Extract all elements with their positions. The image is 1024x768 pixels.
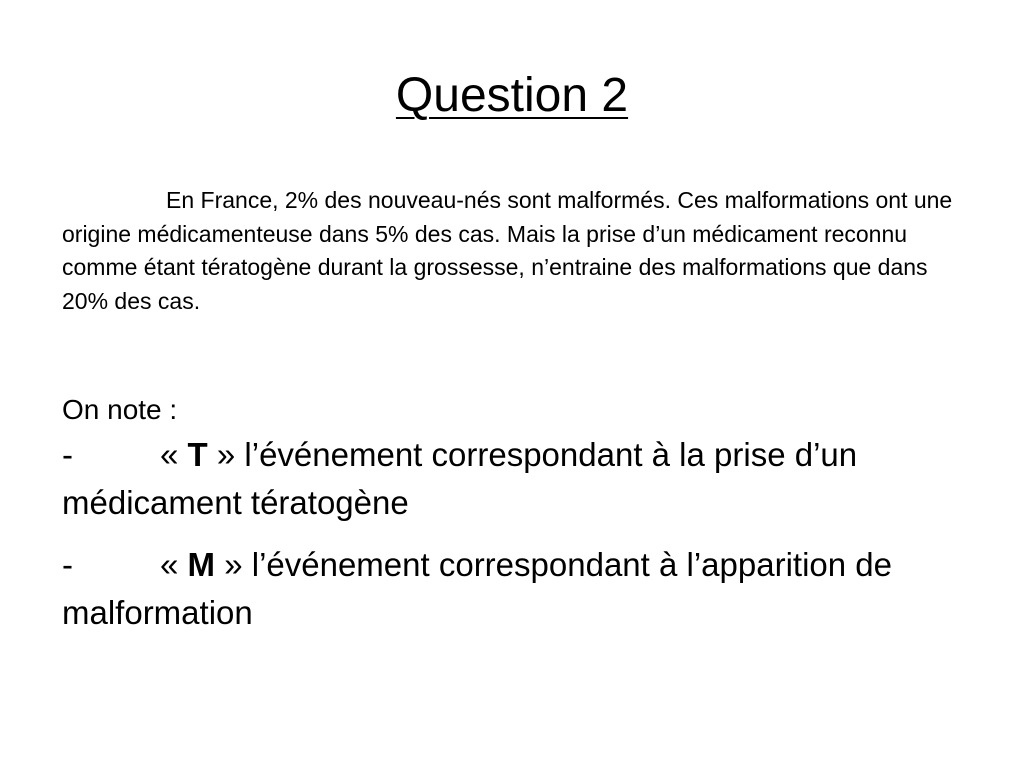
event-symbol: M	[187, 546, 216, 583]
slide-title: Question 2	[395, 69, 629, 122]
list-dash: -	[62, 546, 73, 583]
list-dash: -	[62, 436, 73, 473]
open-quote: «	[160, 436, 179, 473]
definition-text: l’événement correspondant à l’apparition de malformation	[62, 546, 892, 631]
close-quote: »	[216, 436, 236, 473]
open-quote: «	[160, 546, 179, 583]
definition-text: l’événement correspondant à la prise d’un médicament tératogène	[62, 436, 858, 521]
definition-item-m	[62, 541, 992, 637]
definition-item-t	[62, 431, 992, 527]
close-quote: »	[224, 546, 243, 583]
intro-paragraph: En France, 2% des nouveau-nés sont malformés. Ces malformations ont une origine médicamenteuse dans 5% des cas. Mais la prise d’un médicament reconnu comme étant tératogène durant la grossesse, n’entraine des malformations que dans 20% des cas.	[62, 187, 953, 314]
event-symbol: T	[187, 436, 208, 473]
note-label: On note :	[62, 394, 178, 425]
